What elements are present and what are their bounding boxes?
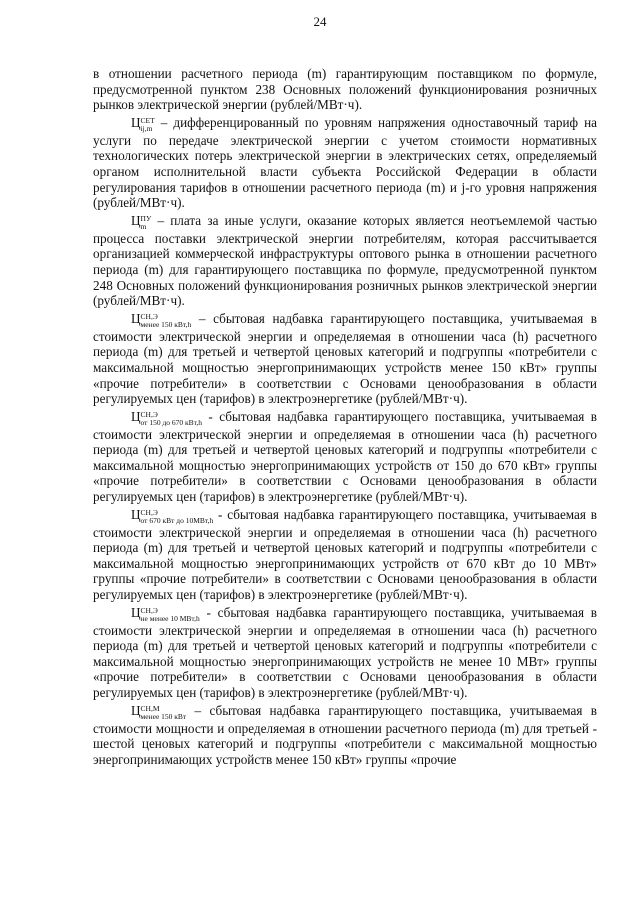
definition-text: - сбытовая надбавка гарантирующего поставщика, учитываемая в стоимости электрической энергии и определяемая в отношении часа (h) расчетного периода (m) для третьей и четвертой ценовых категорий и подгруппы «потребители с максимальной мощностью энергопринимающих устройств от 670 кВт до 10 МВт» группы «прочие потребители» в соответствии с Основами ценообразования в области регулируемых цен (тарифов) в электроэнергетике (рублей/МВт·ч).: [93, 506, 597, 603]
definition-tariff-transmission: [93, 115, 597, 211]
formula-symbol: Ц СН,Э менее 150 кВт,h: [131, 310, 192, 329]
paragraph-continuation: в отношении расчетного периода (m) гарантирующим поставщиком по формуле, предусмотренной пунктом 238 Основных положений функционирования розничных рынков электрической энергии (рублей/МВт·ч).: [93, 66, 597, 113]
page-number: 24: [313, 14, 327, 29]
formula-symbol: Ц СЕТ ij,m: [131, 114, 155, 133]
definition-text: – дифференцированный по уровням напряжения одноставочный тариф на услуги по передаче электрической энергии с учетом стоимости нормативных технологических потерь электрической энергии в электрических сетях, определяемый органом исполнительной власти субъекта Российской Федерации в области регулирования тарифов в отношении расчетного периода (m) и j-го уровня напряжения (рублей/МВт·ч).: [93, 114, 597, 211]
definition-other-services: [93, 213, 597, 309]
formula-symbol: Ц СН,Э от 150 до 670 кВт,h: [131, 408, 203, 427]
definition-text: – сбытовая надбавка гарантирующего поставщика, учитываемая в стоимости электрической энергии и определяемая в отношении часа (h) расчетного периода (m) для третьей и четвертой ценовых категорий и подгруппы «потребители с максимальной мощностью энергопринимающих устройств менее 150 кВт» группы «прочие потребители» в соответствии с Основами ценообразования в области регулируемых цен (тарифов) в электроэнергетике (рублей/МВт·ч).: [93, 310, 597, 407]
definition-text: - сбытовая надбавка гарантирующего поставщика, учитываемая в стоимости электрической энергии и определяемая в отношении часа (h) расчетного периода (m) для третьей и четвертой ценовых категорий и подгруппы «потребители с максимальной мощностью энергопринимающих устройств не менее 10 МВт» группы «прочие потребители» в соответствии с Основами ценообразования в области регулируемых цен (тарифов) в электроэнергетике (рублей/МВт·ч).: [93, 604, 597, 700]
definition-text: - сбытовая надбавка гарантирующего поставщика, учитываемая в стоимости электрической энергии и определяемая в отношении часа (h) расчетного периода (m) для третьей и четвертой ценовых категорий и подгруппы «потребители с максимальной мощностью энергопринимающих устройств от 150 до 670 кВт» группы «прочие потребители» в соответствии с Основами ценообразования в области регулируемых цен (тарифов) в электроэнергетике (рублей/МВт·ч).: [93, 408, 597, 505]
formula-symbol: Ц СН,Э не менее 10 МВт,h: [131, 604, 200, 623]
definition-capacity-markup-under-150kw: [93, 703, 597, 768]
formula-symbol: Ц СН,М менее 150 кВт: [131, 702, 187, 721]
formula-symbol: Ц ПУ m: [131, 212, 152, 231]
formula-symbol: Ц СН,Э от 670 кВт до 10МВт,h: [131, 506, 214, 525]
definition-markup-under-150kw: [93, 311, 597, 407]
document-body: [93, 66, 597, 769]
definition-text: – сбытовая надбавка гарантирующего поставщика, учитываемая в стоимости мощности и определяемая в отношении расчетного периода (m) для третьей - шестой ценовых категорий и подгруппы «потребители с максимальной мощностью энергопринимающих устройств менее 150 кВт» группы «прочие: [93, 702, 597, 767]
definition-markup-670kw-10mw: [93, 507, 597, 603]
definition-markup-over-10mw: [93, 605, 597, 701]
definition-markup-150-670kw: [93, 409, 597, 505]
definition-text: – плата за иные услуги, оказание которых является неотъемлемой частью процесса поставки электрической энергии потребителям, которая рассчитывается организацией коммерческой инфраструктуры оптового рынка в отношении расчетного периода (m) для гарантирующего поставщика по формуле, предусмотренной пунктом 248 Основных положений функционирования розничных рынков электрической энергии (рублей/МВт·ч).: [93, 212, 597, 309]
